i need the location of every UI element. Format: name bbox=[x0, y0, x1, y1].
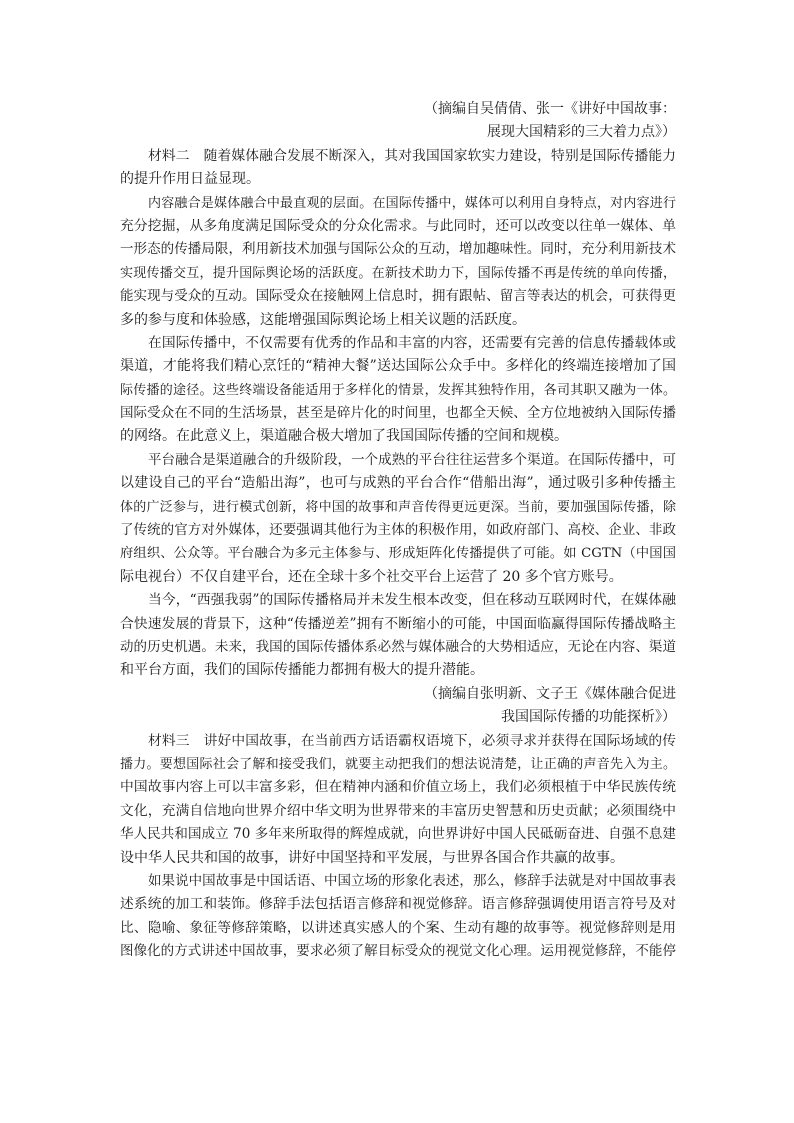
text-line: 合快速发展的背景下，这种“传播逆差”拥有不断缩小的可能，中国面临赢得国际传播战略主 bbox=[120, 615, 676, 632]
text-line: 了传统的官方对外媒体，还要强调其他行为主体的积极作用，如政府部门、高校、企业、非政 bbox=[120, 522, 676, 539]
text-line: 材料二 随着媒体融合发展不断深入，其对我国国家软实力建设，特别是国际传播能力 bbox=[148, 147, 676, 164]
text-line: 播力。要想国际社会了解和接受我们，就要主动把我们的想法说清楚，让正确的声音先入为主。 bbox=[120, 756, 676, 772]
text-line: 中国故事内容上可以丰富多彩，但在精神内涵和价值立场上，我们必须根植于中华民族传统 bbox=[120, 779, 676, 796]
text-line: 述系统的加工和装饰。修辞手法包括语言修辞和视觉修辞。语言修辞强调使用语言符号及对 bbox=[120, 896, 676, 913]
text-line: 一形态的传播局限，利用新技术加强与国际公众的互动，增加趣味性。同时，充分利用新技术 bbox=[120, 241, 676, 258]
text-line: 和平台方面，我们的国际传播能力都拥有极大的提升潜能。 bbox=[120, 662, 484, 679]
text-line: 多的参与度和体验感，这能增强国际舆论场上相关议题的活跃度。 bbox=[120, 311, 526, 328]
text-line: 动的历史机遇。未来，我国的国际传播体系必然与媒体融合的大势相适应，无论在内容、渠道 bbox=[120, 638, 676, 655]
text-line: 体的广泛参与，进行模式创新，将中国的故事和声音传得更远更深。当前，要加强国际传播，除 bbox=[120, 499, 676, 515]
text-line: 府组织、公众等。平台融合为多元主体参与、形成矩阵化传播提供了可能。如 CGTN（中国国 bbox=[120, 546, 676, 562]
text-line: 当今，“西强我弱”的国际传播格局并未发生根本改变，但在移动互联网时代，在媒体融 bbox=[148, 592, 676, 609]
text-line: 实现传播交互，提升国际舆论场的活跃度。在新技术助力下，国际传播不再是传统的单向传播， bbox=[120, 265, 676, 281]
text-line: 展现大国精彩的三大着力点》） bbox=[487, 124, 676, 141]
text-line: 能实现与受众的互动。国际受众在接触网上信息时，拥有跟帖、留言等表达的机会，可获得更 bbox=[120, 288, 676, 305]
text-line: 内容融合是媒体融合中最直观的层面。在国际传播中，媒体可以利用自身特点，对内容进行 bbox=[148, 195, 676, 211]
text-line: 际电视台）不仅自建平台，还在全球十多个社交平台上运营了 20 多个官方账号。 bbox=[120, 568, 623, 585]
text-line: 图像化的方式讲述中国故事，要求必须了解目标受众的视觉文化心理。运用视觉修辞，不能停 bbox=[120, 943, 676, 960]
text-line: 渠道，才能将我们精心烹饪的“精神大餐”送达国际公众手中。多样化的终端连接增加了国 bbox=[120, 358, 676, 375]
text-line: 的网络。在此意义上，渠道融合极大增加了我国国际传播的空间和规模。 bbox=[120, 428, 568, 445]
text-line: 平台融合是渠道融合的升级阶段，一个成熟的平台往往运营多个渠道。在国际传播中，可 bbox=[148, 451, 676, 468]
text-line: 国际受众在不同的生活场景，甚至是碎片化的时间里，也都全天候、全方位地被纳入国际传播 bbox=[120, 405, 676, 422]
text-line: 在国际传播中，不仅需要有优秀的作品和丰富的内容，还需要有完善的信息传播载体或 bbox=[148, 334, 676, 351]
text-line: 华人民共和国成立 70 多年来所取得的辉煌成就，向世界讲好中国人民砥砺奋进、自强不息建 bbox=[120, 826, 676, 843]
text-line: 以建设自己的平台“造船出海”，也可与成熟的平台合作“借船出海”，通过吸引多种传播主 bbox=[120, 475, 676, 492]
text-line: 比、隐喻、象征等修辞策略，以讲述真实感人的个案、生动有趣的故事等。视觉修辞则是用 bbox=[120, 919, 676, 936]
text-line: （摘编自张明新、文子王《媒体融合促进 bbox=[424, 685, 676, 702]
text-line: 充分挖掘，从多角度满足国际受众的分众化需求。与此同时，还可以改变以往单一媒体、单 bbox=[120, 217, 676, 234]
text-line: 的提升作用日益显现。 bbox=[120, 171, 260, 188]
document-body bbox=[120, 98, 676, 963]
text-line: 际传播的途径。这些终端设备能适用于多样化的情景，发挥其独特作用，各司其职又融为一体。 bbox=[120, 382, 676, 398]
text-line: 材料三 讲好中国故事，在当前西方话语霸权语境下，必须寻求并获得在国际场域的传 bbox=[148, 732, 676, 749]
text-line: （摘编自吴倩倩、张一《讲好中国故事： bbox=[424, 101, 676, 117]
text-line: 设中华人民共和国的故事，讲好中国坚持和平发展，与世界各国合作共赢的故事。 bbox=[120, 849, 624, 866]
text-line: 如果说中国故事是中国话语、中国立场的形象化表述，那么，修辞手法就是对中国故事表 bbox=[148, 872, 676, 889]
text-line: 文化，充满自信地向世界介绍中华文明为世界带来的丰富历史智慧和历史贡献；必须围绕中 bbox=[120, 802, 676, 819]
text-line: 我国国际传播的功能探析》） bbox=[501, 709, 676, 726]
